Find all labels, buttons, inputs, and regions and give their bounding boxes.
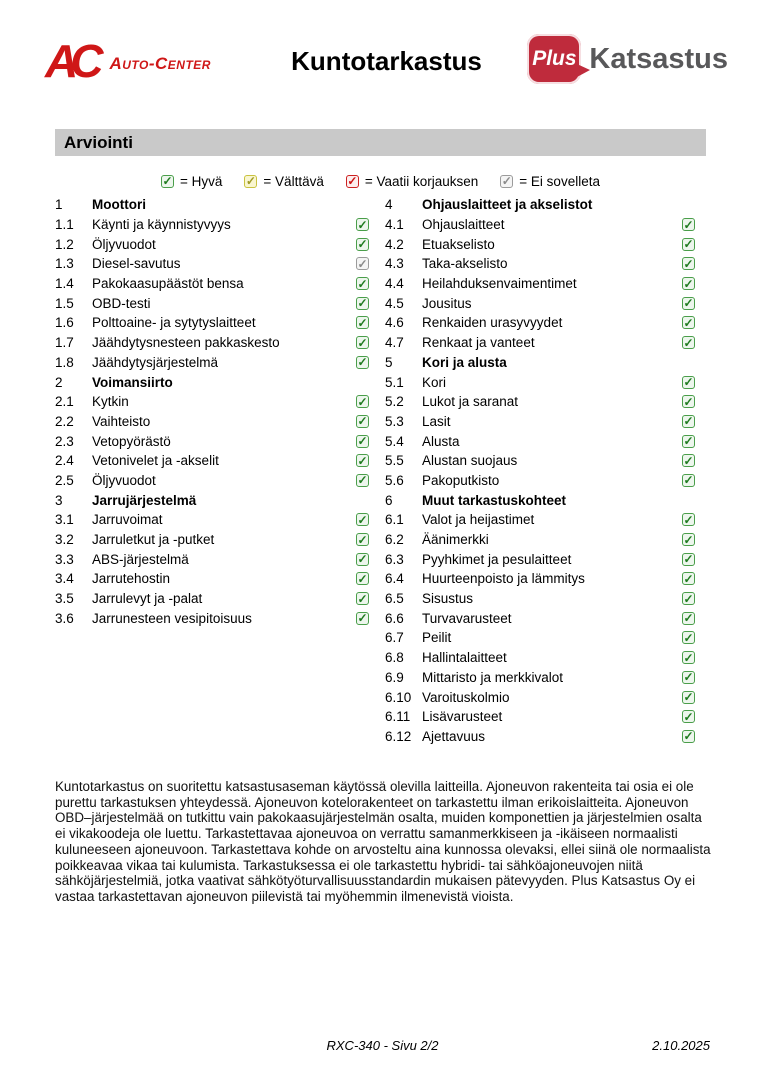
item-number: 2.4	[55, 453, 74, 469]
status-checkbox-good: ✓	[162, 174, 173, 188]
item-label: Taka-akselisto	[422, 256, 508, 272]
item-label: Mittaristo ja merkkivalot	[422, 669, 564, 685]
status-checkbox-good: ✓	[357, 217, 368, 232]
item-number: 3.3	[55, 551, 74, 567]
status-checkbox-good: ✓	[357, 571, 368, 586]
item-number: 2.1	[55, 394, 74, 410]
item-label: Etuakselisto	[422, 236, 495, 252]
status-checkbox-good: ✓	[683, 375, 694, 390]
checklist-item-row	[385, 707, 695, 727]
item-number: 2.3	[55, 433, 74, 449]
item-number: 4.3	[385, 256, 404, 272]
legend-item-good	[161, 174, 222, 189]
item-number: 3.2	[55, 532, 74, 548]
item-number: 1	[55, 197, 63, 213]
item-number: 1.6	[55, 315, 74, 331]
status-checkbox-good: ✓	[683, 591, 694, 606]
item-label: Turvavarusteet	[422, 610, 512, 626]
checklist-item-row	[385, 569, 695, 589]
status-checkbox-good: ✓	[683, 729, 694, 744]
checklist-item-row	[385, 471, 695, 491]
auto-center-logo	[45, 35, 211, 87]
checklist-item-row	[385, 608, 695, 628]
checklist-item-row	[55, 274, 369, 294]
item-label: Kytkin	[92, 394, 129, 410]
checklist-item-row	[385, 392, 695, 412]
item-label: Renkaiden urasyvyydet	[422, 315, 563, 331]
item-label: Muut tarkastuskohteet	[422, 492, 567, 508]
item-number: 4.4	[385, 276, 404, 292]
status-checkbox-good: ✓	[683, 512, 694, 527]
item-label: Lasit	[422, 413, 451, 429]
item-label: Kori ja alusta	[422, 354, 507, 370]
item-label: Lisävarusteet	[422, 709, 503, 725]
legend-label: = Ei sovelleta	[519, 173, 600, 189]
checklist-column-left	[55, 195, 369, 746]
item-number: 1.8	[55, 354, 74, 370]
status-checkbox-good: ✓	[357, 532, 368, 547]
checklist-section-row	[385, 490, 695, 510]
item-number: 6.4	[385, 571, 404, 587]
section-header-bar	[55, 129, 706, 156]
checklist-item-row	[55, 530, 369, 550]
checklist-section-row	[385, 195, 695, 215]
checklist-item-row	[385, 293, 695, 313]
disclaimer-text: Kuntotarkastus on suoritettu katsastusaseman käytössä olevilla laitteilla. Ajoneuvon rakenteita tai osia ei ole purettu tarkastuksen yhteydessä. Ajoneuvon kotelorakenteet on tarkastettu ilman erikoislaitteita. Ajoneuvon OBD–järjestelmää on tutkittu vain pakokaasujärjestelmän osalta, muiden komponettien ja järjestelmien osalta ei vikakoodeja ole luettu. Tarkastettavaa ajoneuvoa on verrattu samanmerkkiseen ja -ikäiseen normaalisti kuluneeseen ajoneuvoon. Tarkastettava kohde on arvosteltu aina kunnossa olevaksi, ellei siinä ole normaalista poikkeavaa vikaa tai kulumista. Tarkastuksessa ei ole tarkastettu hybridi- tai sähköajoneuvojen niitä sähköjärjestelmiä, jotka vaativat sähkötyöturvallisuusstandardin mukaisen pätevyyden. Plus Katsastus Oy ei vastaa tarkastettavan ajoneuvon piilevistä tai myöhemmin ilmenevistä vioista.	[55, 779, 711, 904]
item-label: Polttoaine- ja sytytyslaitteet	[92, 315, 256, 331]
status-checkbox-good: ✓	[683, 552, 694, 567]
plus-badge-icon	[527, 34, 581, 84]
status-checkbox-good: ✓	[357, 453, 368, 468]
item-label: Jarrulevyt ja -palat	[92, 591, 203, 607]
checklist-item-row	[55, 313, 369, 333]
item-label: Jarruvoimat	[92, 512, 163, 528]
status-checkbox-fair: ✓	[245, 174, 256, 188]
item-label: Moottori	[92, 197, 146, 213]
item-number: 1.3	[55, 256, 74, 272]
checklist-item-row	[55, 254, 369, 274]
checklist-item-row	[385, 451, 695, 471]
item-number: 6.3	[385, 551, 404, 567]
status-checkbox-repair: ✓	[347, 174, 358, 188]
item-label: Käynti ja käynnistyvyys	[92, 217, 231, 233]
item-label: Huurteenpoisto ja lämmitys	[422, 571, 585, 587]
item-number: 5.6	[385, 472, 404, 488]
checklist-item-row	[385, 510, 695, 530]
item-number: 4.2	[385, 236, 404, 252]
item-label: Jarrunesteen vesipitoisuus	[92, 610, 252, 626]
item-number: 6.10	[385, 689, 412, 705]
status-checkbox-good: ✓	[683, 394, 694, 409]
item-number: 6.12	[385, 728, 412, 744]
item-label: Jarrujärjestelmä	[92, 492, 197, 508]
item-label: Pakoputkisto	[422, 472, 500, 488]
legend-item-na	[500, 174, 600, 189]
item-label: ABS-järjestelmä	[92, 551, 189, 567]
checklist-item-row	[385, 431, 695, 451]
item-number: 2.5	[55, 472, 74, 488]
item-number: 3.6	[55, 610, 74, 626]
status-checkbox-good: ✓	[357, 355, 368, 370]
status-checkbox-good: ✓	[683, 217, 694, 232]
status-checkbox-good: ✓	[683, 650, 694, 665]
item-number: 2	[55, 374, 63, 390]
status-legend	[55, 171, 706, 191]
item-number: 5.4	[385, 433, 404, 449]
checklist-item-row	[385, 313, 695, 333]
auto-center-name: Auto-Center	[109, 54, 211, 73]
footer-reference: RXC-340 - Sivu 2/2	[326, 1038, 439, 1053]
status-checkbox-good: ✓	[683, 670, 694, 685]
item-label: Lukot ja saranat	[422, 394, 519, 410]
status-checkbox-good: ✓	[683, 611, 694, 626]
legend-label: = Hyvä	[180, 173, 223, 189]
item-label: Vaihteisto	[92, 413, 151, 429]
checklist	[55, 195, 695, 746]
item-label: Ohjauslaitteet	[422, 217, 505, 233]
item-label: Alustan suojaus	[422, 453, 518, 469]
checklist-item-row	[385, 648, 695, 668]
item-number: 4.7	[385, 335, 404, 351]
footer-date: 2.10.2025	[652, 1038, 710, 1053]
status-checkbox-na: ✓	[357, 256, 368, 271]
status-checkbox-good: ✓	[357, 335, 368, 350]
status-checkbox-good: ✓	[683, 296, 694, 311]
speech-bubble-tail-icon	[577, 64, 590, 77]
item-number: 1.4	[55, 276, 74, 292]
item-label: Heilahduksenvaimentimet	[422, 276, 577, 292]
checklist-item-row	[55, 510, 369, 530]
status-checkbox-good: ✓	[683, 532, 694, 547]
checklist-item-row	[385, 668, 695, 688]
item-number: 5	[385, 354, 393, 370]
status-checkbox-good: ✓	[357, 315, 368, 330]
checklist-section-row	[385, 353, 695, 373]
item-label: Jarrutehostin	[92, 571, 171, 587]
item-number: 6.1	[385, 512, 404, 528]
status-checkbox-good: ✓	[683, 709, 694, 724]
item-label: Pyyhkimet ja pesulaitteet	[422, 551, 572, 567]
checklist-item-row	[55, 569, 369, 589]
checklist-item-row	[55, 608, 369, 628]
status-checkbox-good: ✓	[357, 512, 368, 527]
item-number: 3	[55, 492, 63, 508]
item-number: 6	[385, 492, 393, 508]
item-label: Vetonivelet ja -akselit	[92, 453, 219, 469]
item-label: Vetopyörästö	[92, 433, 171, 449]
status-checkbox-good: ✓	[683, 453, 694, 468]
katsastus-name: Katsastus	[589, 42, 728, 75]
status-checkbox-good: ✓	[357, 611, 368, 626]
item-number: 5.2	[385, 394, 404, 410]
checklist-item-row	[385, 234, 695, 254]
item-number: 6.8	[385, 650, 404, 666]
checklist-item-row	[55, 589, 369, 609]
item-number: 6.6	[385, 610, 404, 626]
status-checkbox-na: ✓	[501, 174, 512, 188]
item-label: Alusta	[422, 433, 460, 449]
item-label: Öljyvuodot	[92, 472, 156, 488]
status-checkbox-good: ✓	[683, 414, 694, 429]
legend-label: = Välttävä	[263, 173, 324, 189]
status-checkbox-good: ✓	[357, 414, 368, 429]
status-checkbox-good: ✓	[357, 296, 368, 311]
item-number: 1.5	[55, 295, 74, 311]
item-number: 5.5	[385, 453, 404, 469]
checklist-item-row	[385, 687, 695, 707]
plus-katsastus-logo	[527, 34, 728, 84]
item-number: 1.1	[55, 217, 74, 233]
checklist-item-row	[55, 215, 369, 235]
item-number: 3.5	[55, 591, 74, 607]
status-checkbox-good: ✓	[683, 276, 694, 291]
item-label: Äänimerkki	[422, 532, 489, 548]
auto-center-monogram-icon: AC	[45, 35, 96, 87]
status-checkbox-good: ✓	[683, 315, 694, 330]
item-label: Diesel-savutus	[92, 256, 181, 272]
status-checkbox-good: ✓	[683, 571, 694, 586]
status-checkbox-good: ✓	[683, 335, 694, 350]
item-number: 1.7	[55, 335, 74, 351]
checklist-item-row	[385, 727, 695, 747]
status-checkbox-good: ✓	[683, 434, 694, 449]
section-title: Arviointi	[64, 132, 133, 152]
status-checkbox-good: ✓	[683, 256, 694, 271]
checklist-item-row	[385, 530, 695, 550]
item-label: OBD-testi	[92, 295, 151, 311]
legend-item-fair	[244, 174, 323, 189]
item-number: 3.4	[55, 571, 74, 587]
checklist-item-row	[385, 215, 695, 235]
item-label: Peilit	[422, 630, 452, 646]
status-checkbox-good: ✓	[683, 690, 694, 705]
item-label: Jousitus	[422, 295, 472, 311]
item-label: Jäähdytysnesteen pakkaskesto	[92, 335, 280, 351]
checklist-item-row	[55, 431, 369, 451]
checklist-item-row	[55, 471, 369, 491]
checklist-item-row	[55, 392, 369, 412]
checklist-item-row	[385, 549, 695, 569]
legend-label: = Vaatii korjauksen	[364, 173, 479, 189]
item-label: Valot ja heijastimet	[422, 512, 535, 528]
status-checkbox-good: ✓	[357, 276, 368, 291]
checklist-item-row	[385, 412, 695, 432]
plus-badge-label: Plus	[532, 47, 577, 70]
item-number: 5.3	[385, 413, 404, 429]
status-checkbox-good: ✓	[357, 394, 368, 409]
checklist-item-row	[385, 333, 695, 353]
status-checkbox-good: ✓	[683, 237, 694, 252]
checklist-item-row	[385, 628, 695, 648]
item-label: Pakokaasupäästöt bensa	[92, 276, 244, 292]
status-checkbox-good: ✓	[357, 591, 368, 606]
status-checkbox-good: ✓	[357, 237, 368, 252]
item-number: 6.2	[385, 532, 404, 548]
item-label: Hallintalaitteet	[422, 650, 507, 666]
item-label: Ohjauslaitteet ja akselistot	[422, 197, 593, 213]
item-number: 4.1	[385, 217, 404, 233]
item-number: 4.6	[385, 315, 404, 331]
item-number: 6.11	[385, 709, 411, 725]
header	[45, 34, 728, 98]
item-label: Voimansiirto	[92, 374, 173, 390]
item-number: 2.2	[55, 413, 74, 429]
checklist-item-row	[385, 589, 695, 609]
item-number: 4	[385, 197, 393, 213]
checklist-item-row	[55, 412, 369, 432]
item-number: 1.2	[55, 236, 74, 252]
legend-item-repair	[346, 174, 478, 189]
item-number: 5.1	[385, 374, 404, 390]
item-label: Kori	[422, 374, 447, 390]
checklist-item-row	[55, 353, 369, 373]
status-checkbox-good: ✓	[357, 434, 368, 449]
status-checkbox-good: ✓	[357, 552, 368, 567]
item-number: 6.9	[385, 669, 404, 685]
checklist-item-row	[385, 254, 695, 274]
page-title: Kuntotarkastus	[291, 46, 482, 76]
checklist-item-row	[55, 451, 369, 471]
checklist-item-row	[385, 372, 695, 392]
item-number: 3.1	[55, 512, 74, 528]
item-label: Sisustus	[422, 591, 474, 607]
checklist-item-row	[55, 293, 369, 313]
checklist-section-row	[55, 195, 369, 215]
checklist-section-row	[55, 490, 369, 510]
item-number: 4.5	[385, 295, 404, 311]
status-checkbox-good: ✓	[683, 473, 694, 488]
checklist-item-row	[55, 549, 369, 569]
status-checkbox-good: ✓	[683, 630, 694, 645]
item-label: Ajettavuus	[422, 728, 486, 744]
item-number: 6.5	[385, 591, 404, 607]
checklist-item-row	[55, 234, 369, 254]
item-label: Jäähdytysjärjestelmä	[92, 354, 219, 370]
item-number: 6.7	[385, 630, 404, 646]
checklist-item-row	[55, 333, 369, 353]
item-label: Öljyvuodot	[92, 236, 156, 252]
checklist-section-row	[55, 372, 369, 392]
item-label: Jarruletkut ja -putket	[92, 532, 215, 548]
checklist-item-row	[385, 274, 695, 294]
status-checkbox-good: ✓	[357, 473, 368, 488]
checklist-column-right	[385, 195, 695, 746]
item-label: Renkaat ja vanteet	[422, 335, 535, 351]
item-label: Varoituskolmio	[422, 689, 510, 705]
